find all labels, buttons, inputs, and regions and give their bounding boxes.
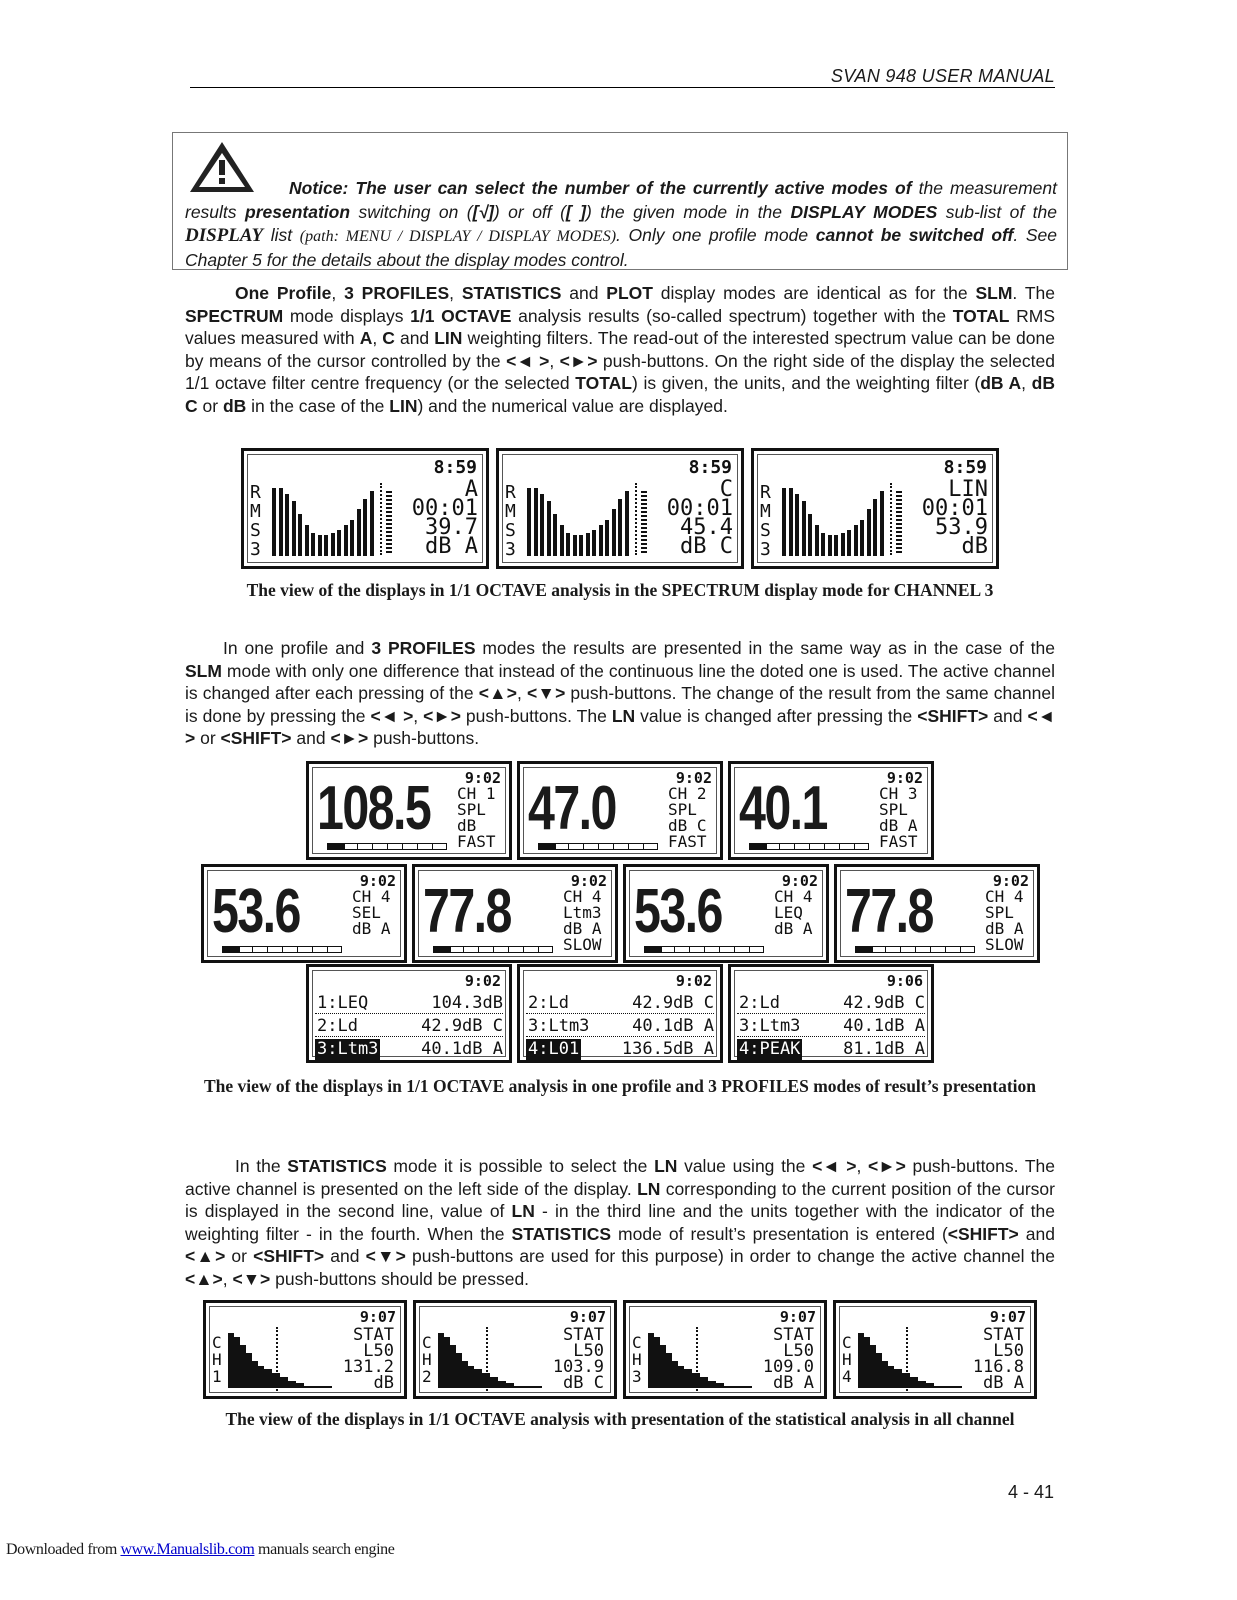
channel-side-letter: C bbox=[632, 1333, 642, 1352]
profile-row-label: 3:Ltm3 bbox=[528, 1016, 590, 1036]
histogram-bar bbox=[296, 1383, 304, 1388]
display-time: 9:07 bbox=[569, 1308, 606, 1326]
spectrum-bar bbox=[605, 520, 609, 556]
spectrum-bar bbox=[841, 533, 845, 556]
paragraph-statistics: In the STATISTICS mode it is possible to select the LN value using the <◄ >, <►> push-buttons. The active channel is presented on the left side of the display. LN corresponding to the current position of the cursor is displayed in the second line, value of LN - in the third line and the units together with the indicator of the weighting filter - in the fourth. When the STATISTICS mode of result’s presentation is entered (<SHIFT> and <▲> or <SHIFT> and <▼> push-buttons are used for this purpose) in order to change the active channel the <▲>, <▼> push-buttons should be pressed. bbox=[185, 1156, 1056, 1289]
spectrum-bar bbox=[880, 491, 884, 556]
caption-statistics: The view of the displays in 1/1 OCTAVE analysis with presentation of the statistical analysis in all channel bbox=[225, 1409, 1015, 1429]
level-meter bbox=[538, 843, 658, 850]
level-meter bbox=[749, 843, 869, 850]
spectrum-bar bbox=[298, 514, 302, 556]
level-meter-fill bbox=[223, 947, 240, 952]
spectrum-bar bbox=[272, 488, 276, 556]
spectrum-cursor bbox=[380, 483, 382, 555]
profile-label: SPL bbox=[668, 800, 697, 819]
level-scale bbox=[641, 491, 647, 555]
profile-label: SLOW bbox=[563, 935, 602, 954]
display-time: 8:59 bbox=[688, 457, 732, 478]
level-scale bbox=[896, 491, 902, 555]
display-time: 9:02 bbox=[675, 769, 712, 787]
profile-row bbox=[526, 1016, 714, 1037]
spectrum-readout-elapsed: 00:01 bbox=[411, 496, 478, 521]
spectrum-readout-unit: dB bbox=[961, 534, 988, 559]
profile-row bbox=[737, 1016, 925, 1037]
paragraph-spectrum-intro: One Profile, 3 PROFILES, STATISTICS and PLOT display modes are identical as for the SLM. The SPECTRUM mode displays 1/1 OCTAVE analysis results (so-called spectrum) together with the TOTAL RMS values measured with A, C and LIN weighting filters. The read-out of the interested spectrum value can be done by means of the cursor controlled by the <◄ >, <►> push-buttons. On the right side of the display the selected 1/1 octave filter centre frequency (or the selected TOTAL) is given, the units, and the weighting filter (dB A, dB C or dB in the case of the LIN) and the numerical value are displayed. bbox=[185, 283, 1056, 416]
spectrum-readout-unit: dB C bbox=[680, 534, 733, 559]
stat-cursor bbox=[696, 1327, 698, 1391]
profile-label: dB C bbox=[668, 816, 707, 835]
profile-row bbox=[526, 1039, 714, 1060]
display-time: 9:06 bbox=[886, 972, 923, 990]
channel-side-letter: 3 bbox=[250, 539, 261, 560]
profile-label: dB A bbox=[879, 816, 918, 835]
level-meter bbox=[433, 946, 553, 953]
channel-side-letter: 4 bbox=[842, 1367, 852, 1386]
channel-side-letter: 1 bbox=[212, 1367, 222, 1386]
display-time: 9:02 bbox=[359, 872, 396, 890]
statistics-display bbox=[623, 1300, 827, 1399]
display-time: 9:02 bbox=[886, 769, 923, 787]
histogram-bar bbox=[700, 1377, 708, 1388]
spectrum-bar bbox=[566, 533, 570, 556]
spectrum-bar bbox=[847, 530, 851, 556]
channel-side-letter: M bbox=[760, 501, 771, 522]
display-time: 9:02 bbox=[464, 769, 501, 787]
notice-box bbox=[172, 132, 1068, 270]
profile-row-label: 2:Ld bbox=[317, 1016, 358, 1036]
statistics-display bbox=[833, 1300, 1037, 1399]
spectrum-readout-value: 45.4 bbox=[680, 515, 733, 540]
channel-side-letter: S bbox=[760, 520, 771, 541]
spectrum-bar bbox=[370, 491, 374, 556]
paragraph-profiles: In one profile and 3 PROFILES modes the results are presented in the same way as in the case of the SLM mode with only one difference that instead of the continuous line the doted one is used. The active channel is changed after each pressing of the <▲>, <▼> push-buttons. The change of the result from the same channel is done by pressing the <◄ >, <►> push-buttons. The LN value is changed after pressing the <SHIFT> and <◄ > or <SHIFT> and <►> push-buttons. bbox=[185, 638, 1056, 749]
spectrum-bar bbox=[821, 533, 825, 556]
display-time: 9:07 bbox=[359, 1308, 396, 1326]
stat-cursor bbox=[906, 1327, 908, 1391]
spectrum-bar bbox=[599, 525, 603, 556]
spectrum-bar bbox=[540, 494, 544, 556]
level-meter-fill bbox=[856, 947, 873, 952]
spectrum-bar bbox=[586, 533, 590, 556]
profile-row-label: 3:Ltm3 bbox=[739, 1016, 801, 1036]
stat-readout-value: 103.9 bbox=[552, 1357, 604, 1377]
spectrum-bar bbox=[860, 520, 864, 556]
spectrum-bar bbox=[815, 525, 819, 556]
spectrum-bar bbox=[802, 501, 806, 556]
spectrum-bar bbox=[618, 499, 622, 556]
spectrum-display bbox=[496, 448, 744, 569]
profile-value: 108.5 bbox=[317, 774, 431, 843]
stat-readout-unit: dB C bbox=[563, 1373, 604, 1393]
profile-row-value: 136.5dB A bbox=[621, 1039, 714, 1059]
spectrum-bar bbox=[625, 491, 629, 556]
histogram-bar bbox=[522, 1386, 542, 1388]
spectrum-bar bbox=[534, 488, 538, 556]
spectrum-bar bbox=[834, 535, 838, 556]
stat-readout-unit: dB A bbox=[773, 1373, 814, 1393]
stat-cursor bbox=[486, 1327, 488, 1391]
histogram-bar bbox=[942, 1386, 962, 1388]
level-meter bbox=[222, 946, 342, 953]
profile-label: SPL bbox=[879, 800, 908, 819]
level-meter-fill bbox=[645, 947, 662, 952]
header-rule bbox=[190, 87, 1055, 88]
stat-readout-mode: STAT bbox=[773, 1325, 814, 1345]
channel-side-letter: 3 bbox=[632, 1367, 642, 1386]
profile-label: FAST bbox=[668, 832, 707, 851]
histogram-bar bbox=[304, 1386, 312, 1388]
spectrum-bar bbox=[337, 530, 341, 556]
caption-spectrum: The view of the displays in 1/1 OCTAVE analysis in the SPECTRUM display mode for CHANNEL 3 bbox=[246, 580, 994, 600]
display-time: 9:07 bbox=[779, 1308, 816, 1326]
profile-label: SLOW bbox=[985, 935, 1024, 954]
profile-value: 40.1 bbox=[739, 774, 827, 843]
download-footer: Downloaded from www.Manualslib.com manuals search engine bbox=[6, 1541, 395, 1558]
channel-side-letter: C bbox=[212, 1333, 222, 1352]
profile-label: dB A bbox=[985, 919, 1024, 938]
profile-row-label: 3:Ltm3 bbox=[317, 1039, 379, 1059]
channel-side-letter: H bbox=[842, 1350, 852, 1369]
profile-row bbox=[737, 1039, 925, 1060]
spectrum-bar bbox=[324, 535, 328, 556]
display-time: 9:02 bbox=[570, 872, 607, 890]
profile-row-value: 104.3dB bbox=[431, 993, 503, 1013]
histogram-bar bbox=[716, 1383, 724, 1388]
channel-side-letter: H bbox=[212, 1350, 222, 1369]
three-profiles-display bbox=[517, 964, 723, 1063]
profile-row bbox=[315, 1039, 503, 1060]
level-meter-fill bbox=[750, 844, 767, 849]
channel-side-letter: C bbox=[842, 1333, 852, 1352]
channel-side-letter: M bbox=[250, 501, 261, 522]
page-number: 4 - 41 bbox=[1007, 1482, 1054, 1502]
spectrum-bar bbox=[357, 509, 361, 556]
channel-side-letter: H bbox=[422, 1350, 432, 1369]
spectrum-bar bbox=[795, 494, 799, 556]
statistics-display bbox=[413, 1300, 617, 1399]
profile-row bbox=[315, 993, 503, 1014]
spectrum-bar bbox=[808, 514, 812, 556]
histogram-bar bbox=[280, 1377, 288, 1388]
spectrum-bar bbox=[854, 525, 858, 556]
spectrum-readout-filter: LIN bbox=[948, 477, 988, 502]
profile-display bbox=[728, 761, 934, 860]
display-time: 9:02 bbox=[675, 972, 712, 990]
profile-row-label: 1:LEQ bbox=[317, 993, 369, 1013]
level-meter-fill bbox=[328, 844, 345, 849]
spectrum-display bbox=[241, 448, 489, 569]
profile-label: FAST bbox=[457, 832, 496, 851]
histogram-bar bbox=[910, 1377, 918, 1388]
profile-display bbox=[201, 864, 407, 963]
histogram-bar bbox=[474, 1369, 482, 1388]
three-profiles-display bbox=[306, 964, 512, 1063]
stat-readout-ln: L50 bbox=[363, 1341, 394, 1361]
profile-value: 53.6 bbox=[634, 877, 722, 946]
profile-label: CH 4 bbox=[774, 887, 813, 906]
spectrum-cursor bbox=[890, 483, 892, 555]
histogram-bar bbox=[894, 1369, 902, 1388]
profile-label: dB A bbox=[563, 919, 602, 938]
spectrum-bar bbox=[547, 501, 551, 556]
profile-label: SEL bbox=[352, 903, 381, 922]
profile-label: dB A bbox=[774, 919, 813, 938]
display-time: 9:02 bbox=[464, 972, 501, 990]
spectrum-readout-filter: A bbox=[464, 477, 478, 502]
histogram-bar bbox=[926, 1383, 934, 1388]
channel-side-letter: 3 bbox=[505, 539, 516, 560]
histogram-bar bbox=[288, 1381, 296, 1388]
channel-side-letter: R bbox=[760, 482, 771, 503]
profile-row-value: 40.1dB A bbox=[632, 1016, 714, 1036]
channel-side-letter: H bbox=[632, 1350, 642, 1369]
profile-value: 53.6 bbox=[212, 877, 300, 946]
stat-readout-mode: STAT bbox=[983, 1325, 1024, 1345]
display-time: 8:59 bbox=[433, 457, 477, 478]
level-meter-fill bbox=[434, 947, 451, 952]
profile-label: SPL bbox=[985, 903, 1014, 922]
stat-readout-ln: L50 bbox=[783, 1341, 814, 1361]
profile-display bbox=[517, 761, 723, 860]
channel-side-letter: R bbox=[505, 482, 516, 503]
spectrum-bar bbox=[782, 488, 786, 556]
spectrum-bar bbox=[344, 525, 348, 556]
notice-text: Notice: The user can select the number of the currently active modes of the measurement results presentation switching on ([√]) or off ([ ]) the given mode in the DISPLAY MODES sub-list of the DISPLAY list (path: MENU / DISPLAY / DISPLAY MODES). Only one profile mode cannot be switched off. See Chapter 5 for the details about the display modes control. bbox=[185, 178, 1058, 270]
profile-row bbox=[526, 993, 714, 1014]
level-meter bbox=[644, 946, 764, 953]
display-time: 8:59 bbox=[943, 457, 987, 478]
spectrum-bar bbox=[612, 509, 616, 556]
channel-side-letter: R bbox=[250, 482, 261, 503]
spectrum-bar bbox=[873, 499, 877, 556]
profile-row-value: 40.1dB A bbox=[843, 1016, 925, 1036]
profile-label: CH 1 bbox=[457, 784, 496, 803]
level-scale bbox=[386, 491, 392, 555]
profile-label: dB bbox=[457, 816, 477, 835]
spectrum-bar bbox=[305, 525, 309, 556]
profile-label: CH 2 bbox=[668, 784, 707, 803]
profile-label: CH 4 bbox=[352, 887, 391, 906]
profile-row-value: 42.9dB C bbox=[843, 993, 925, 1013]
channel-side-letter: C bbox=[422, 1333, 432, 1352]
three-profiles-display bbox=[728, 964, 934, 1063]
profile-row-label: 4:L01 bbox=[528, 1039, 580, 1059]
histogram-bar bbox=[506, 1383, 514, 1388]
spectrum-readout-unit: dB A bbox=[425, 534, 478, 559]
stat-readout-value: 109.0 bbox=[762, 1357, 814, 1377]
profile-label: CH 3 bbox=[879, 784, 918, 803]
stat-readout-value: 116.8 bbox=[972, 1357, 1024, 1377]
spectrum-bar bbox=[311, 533, 315, 556]
spectrum-readout-value: 53.9 bbox=[935, 515, 988, 540]
histogram-bar bbox=[918, 1381, 926, 1388]
spectrum-bar bbox=[318, 535, 322, 556]
level-meter-fill bbox=[539, 844, 556, 849]
spectrum-readout-value: 39.7 bbox=[425, 515, 478, 540]
profile-row-label: 4:PEAK bbox=[739, 1039, 801, 1059]
profile-display bbox=[306, 761, 512, 860]
histogram-bar bbox=[708, 1381, 716, 1388]
profile-row-value: 40.1dB A bbox=[421, 1039, 503, 1059]
display-time: 9:02 bbox=[992, 872, 1029, 890]
spectrum-bar bbox=[867, 509, 871, 556]
profile-label: Ltm3 bbox=[563, 903, 602, 922]
stat-cursor bbox=[276, 1327, 278, 1391]
histogram-bar bbox=[724, 1386, 732, 1388]
caption-profiles: The view of the displays in 1/1 OCTAVE analysis in one profile and 3 PROFILES modes of result’s presentation bbox=[203, 1076, 1036, 1096]
histogram-bar bbox=[490, 1377, 498, 1388]
histogram-bar bbox=[684, 1369, 692, 1388]
spectrum-bar bbox=[363, 499, 367, 556]
profile-label: LEQ bbox=[774, 903, 803, 922]
profile-display bbox=[412, 864, 618, 963]
profile-value: 77.8 bbox=[423, 877, 511, 946]
stat-readout-ln: L50 bbox=[993, 1341, 1024, 1361]
spectrum-bar bbox=[592, 530, 596, 556]
profile-value: 77.8 bbox=[845, 877, 933, 946]
profile-row bbox=[737, 993, 925, 1014]
histogram-bar bbox=[264, 1369, 272, 1388]
manual-title: SVAN 948 USER MANUAL bbox=[830, 66, 1055, 86]
profile-display bbox=[623, 864, 829, 963]
stat-readout-unit: dB A bbox=[983, 1373, 1024, 1393]
spectrum-readout-filter: C bbox=[719, 477, 733, 502]
profile-label: CH 4 bbox=[985, 887, 1024, 906]
stat-readout-unit: dB bbox=[373, 1373, 394, 1393]
spectrum-bar bbox=[292, 501, 296, 556]
level-meter bbox=[855, 946, 975, 953]
level-meter bbox=[327, 843, 447, 850]
spectrum-bar bbox=[350, 520, 354, 556]
stat-readout-value: 131.2 bbox=[342, 1357, 394, 1377]
profile-row-label: 2:Ld bbox=[528, 993, 569, 1013]
profile-row bbox=[315, 1016, 503, 1037]
profile-value: 47.0 bbox=[528, 774, 616, 843]
profile-row-label: 2:Ld bbox=[739, 993, 780, 1013]
channel-side-letter: 2 bbox=[422, 1367, 432, 1386]
spectrum-bar bbox=[285, 494, 289, 556]
profile-row-value: 81.1dB A bbox=[843, 1039, 925, 1059]
profile-row-value: 42.9dB C bbox=[421, 1016, 503, 1036]
spectrum-readout-elapsed: 00:01 bbox=[666, 496, 733, 521]
spectrum-display bbox=[751, 448, 999, 569]
spectrum-bar bbox=[527, 488, 531, 556]
histogram-bar bbox=[312, 1386, 332, 1388]
spectrum-cursor bbox=[635, 483, 637, 555]
histogram-bar bbox=[732, 1386, 752, 1388]
spectrum-bar bbox=[789, 488, 793, 556]
stat-readout-mode: STAT bbox=[353, 1325, 394, 1345]
profile-label: dB A bbox=[352, 919, 391, 938]
spectrum-readout-elapsed: 00:01 bbox=[921, 496, 988, 521]
histogram-bar bbox=[498, 1381, 506, 1388]
spectrum-bar bbox=[573, 535, 577, 556]
profile-label: FAST bbox=[879, 832, 918, 851]
spectrum-bar bbox=[579, 535, 583, 556]
statistics-display bbox=[203, 1300, 407, 1399]
histogram-bar bbox=[934, 1386, 942, 1388]
spectrum-bar bbox=[553, 514, 557, 556]
spectrum-bar bbox=[331, 533, 335, 556]
spectrum-bar bbox=[828, 535, 832, 556]
stat-readout-ln: L50 bbox=[573, 1341, 604, 1361]
spectrum-bar bbox=[560, 525, 564, 556]
channel-side-letter: S bbox=[505, 520, 516, 541]
channel-side-letter: S bbox=[250, 520, 261, 541]
profile-label: CH 4 bbox=[563, 887, 602, 906]
channel-side-letter: M bbox=[505, 501, 516, 522]
spectrum-bar bbox=[279, 488, 283, 556]
profile-row-value: 42.9dB C bbox=[632, 993, 714, 1013]
manualslib-link[interactable]: www.Manualslib.com bbox=[120, 1541, 255, 1558]
display-time: 9:02 bbox=[781, 872, 818, 890]
stat-readout-mode: STAT bbox=[563, 1325, 604, 1345]
profile-display bbox=[834, 864, 1040, 963]
display-time: 9:07 bbox=[989, 1308, 1026, 1326]
profile-label: SPL bbox=[457, 800, 486, 819]
channel-side-letter: 3 bbox=[760, 539, 771, 560]
histogram-bar bbox=[514, 1386, 522, 1388]
